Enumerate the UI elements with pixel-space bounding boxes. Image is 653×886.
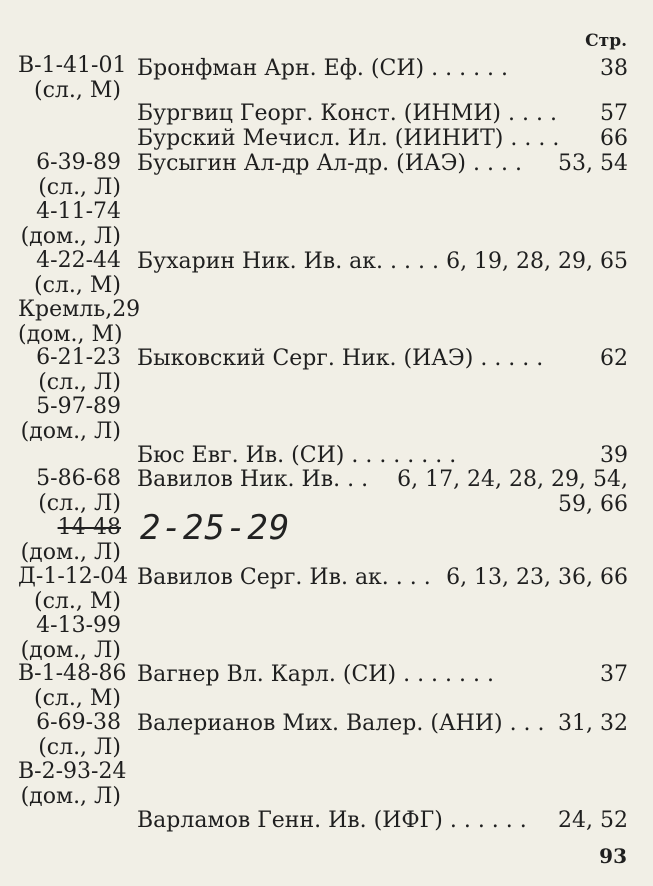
entry-name: Бургвиц Георг. Конст. (ИНМИ) . . . . xyxy=(137,101,557,126)
phone-number: 4-13-99 xyxy=(36,613,121,638)
entry-row-continuation xyxy=(0,492,653,518)
entry-pages: 53, 54 xyxy=(558,151,628,176)
phone-note: (дом., Л) xyxy=(20,418,121,444)
phone-number: 5-86-68 xyxy=(36,466,121,491)
entry-row xyxy=(0,711,653,737)
phone-note: (дом., М) xyxy=(18,321,123,347)
phone-note: (сл., М) xyxy=(34,685,121,711)
entry-name: Бухарин Ник. Ив. ак. . . . . xyxy=(137,249,439,274)
phone-note: (сл., Л) xyxy=(38,490,121,516)
entry-pages: 24, 52 xyxy=(558,808,628,833)
entry-name: Бюс Евг. Ив. (СИ) . . . . . . . . xyxy=(137,443,457,468)
phone-number: Д-1-12-04 xyxy=(18,564,129,589)
entry-name: Бурский Мечисл. Ил. (ИИНИТ) . . . . xyxy=(137,126,560,151)
phone-number: 4-11-74 xyxy=(36,199,121,224)
entry-name: Вавилов Серг. Ив. ак. . . . xyxy=(137,565,431,590)
phone-note: (дом., Л) xyxy=(20,783,121,809)
phone-note: (дом., Л) xyxy=(20,223,121,249)
entry-pages-continued: 59, 66 xyxy=(558,492,628,517)
entry-pages: 66 xyxy=(600,126,628,151)
entry-row xyxy=(0,808,653,834)
entry-row xyxy=(0,565,653,591)
phone-note: (сл., М) xyxy=(34,588,121,614)
entry-pages: 31, 32 xyxy=(558,711,628,736)
phone-note: (сл., М) xyxy=(34,272,121,298)
phone-number: 4-22-44 xyxy=(36,248,121,273)
handwritten-phone-note: 2-25-29 xyxy=(140,508,291,548)
phone-number: Кремль,29 xyxy=(18,297,141,322)
entry-pages: 39 xyxy=(600,443,628,468)
entry-pages: 6, 17, 24, 28, 29, 54, xyxy=(397,467,628,492)
entry-pages: 62 xyxy=(600,346,628,371)
entry-row xyxy=(0,467,653,493)
entry-pages: 6, 19, 28, 29, 65 xyxy=(446,249,628,274)
entry-row xyxy=(0,151,653,177)
entry-pages: 38 xyxy=(600,56,628,81)
phone-number-struck: 14-48 xyxy=(57,515,121,540)
entry-name: Быковский Серг. Ник. (ИАЭ) . . . . . xyxy=(137,346,544,371)
phone-note: (сл., Л) xyxy=(38,734,121,760)
phone-note: (сл., Л) xyxy=(38,369,121,395)
phone-note: (дом., Л) xyxy=(20,637,121,663)
phone-number: 6-21-23 xyxy=(36,345,121,370)
entry-name: Бронфман Арн. Еф. (СИ) . . . . . . xyxy=(137,56,509,81)
phone-note: (сл., М) xyxy=(34,77,121,103)
entry-row xyxy=(0,346,653,372)
phone-number: 6-69-38 xyxy=(36,710,121,735)
entry-name: Бусыгин Ал-др Ал-др. (ИАЭ) . . . . xyxy=(137,151,522,176)
pages-column-header: Стр. xyxy=(585,31,627,51)
phone-number: 6-39-89 xyxy=(36,150,121,175)
phone-number: В-1-41-01 xyxy=(18,53,127,78)
entry-pages: 6, 13, 23, 36, 66 xyxy=(446,565,628,590)
phone-number: В-1-48-86 xyxy=(18,661,127,686)
entry-pages: 37 xyxy=(600,662,628,687)
phone-note: (дом., Л) xyxy=(20,539,121,565)
phone-number: 5-97-89 xyxy=(36,394,121,419)
entry-pages: 57 xyxy=(600,101,628,126)
entry-name: Вавилов Ник. Ив. . . xyxy=(137,467,369,492)
entry-row xyxy=(0,53,653,82)
entry-row xyxy=(0,101,653,127)
page-number: 93 xyxy=(599,844,627,868)
entry-name: Вагнер Вл. Карл. (СИ) . . . . . . . xyxy=(137,662,494,687)
entry-row xyxy=(0,662,653,688)
entry-name: Валерианов Мих. Валер. (АНИ) . . . xyxy=(137,711,545,736)
phone-number: В-2-93-24 xyxy=(18,759,127,784)
entry-row xyxy=(0,249,653,275)
phone-note: (сл., Л) xyxy=(38,174,121,200)
entry-name: Варламов Генн. Ив. (ИФГ) . . . . . . xyxy=(137,808,527,833)
entry-row xyxy=(0,126,653,152)
